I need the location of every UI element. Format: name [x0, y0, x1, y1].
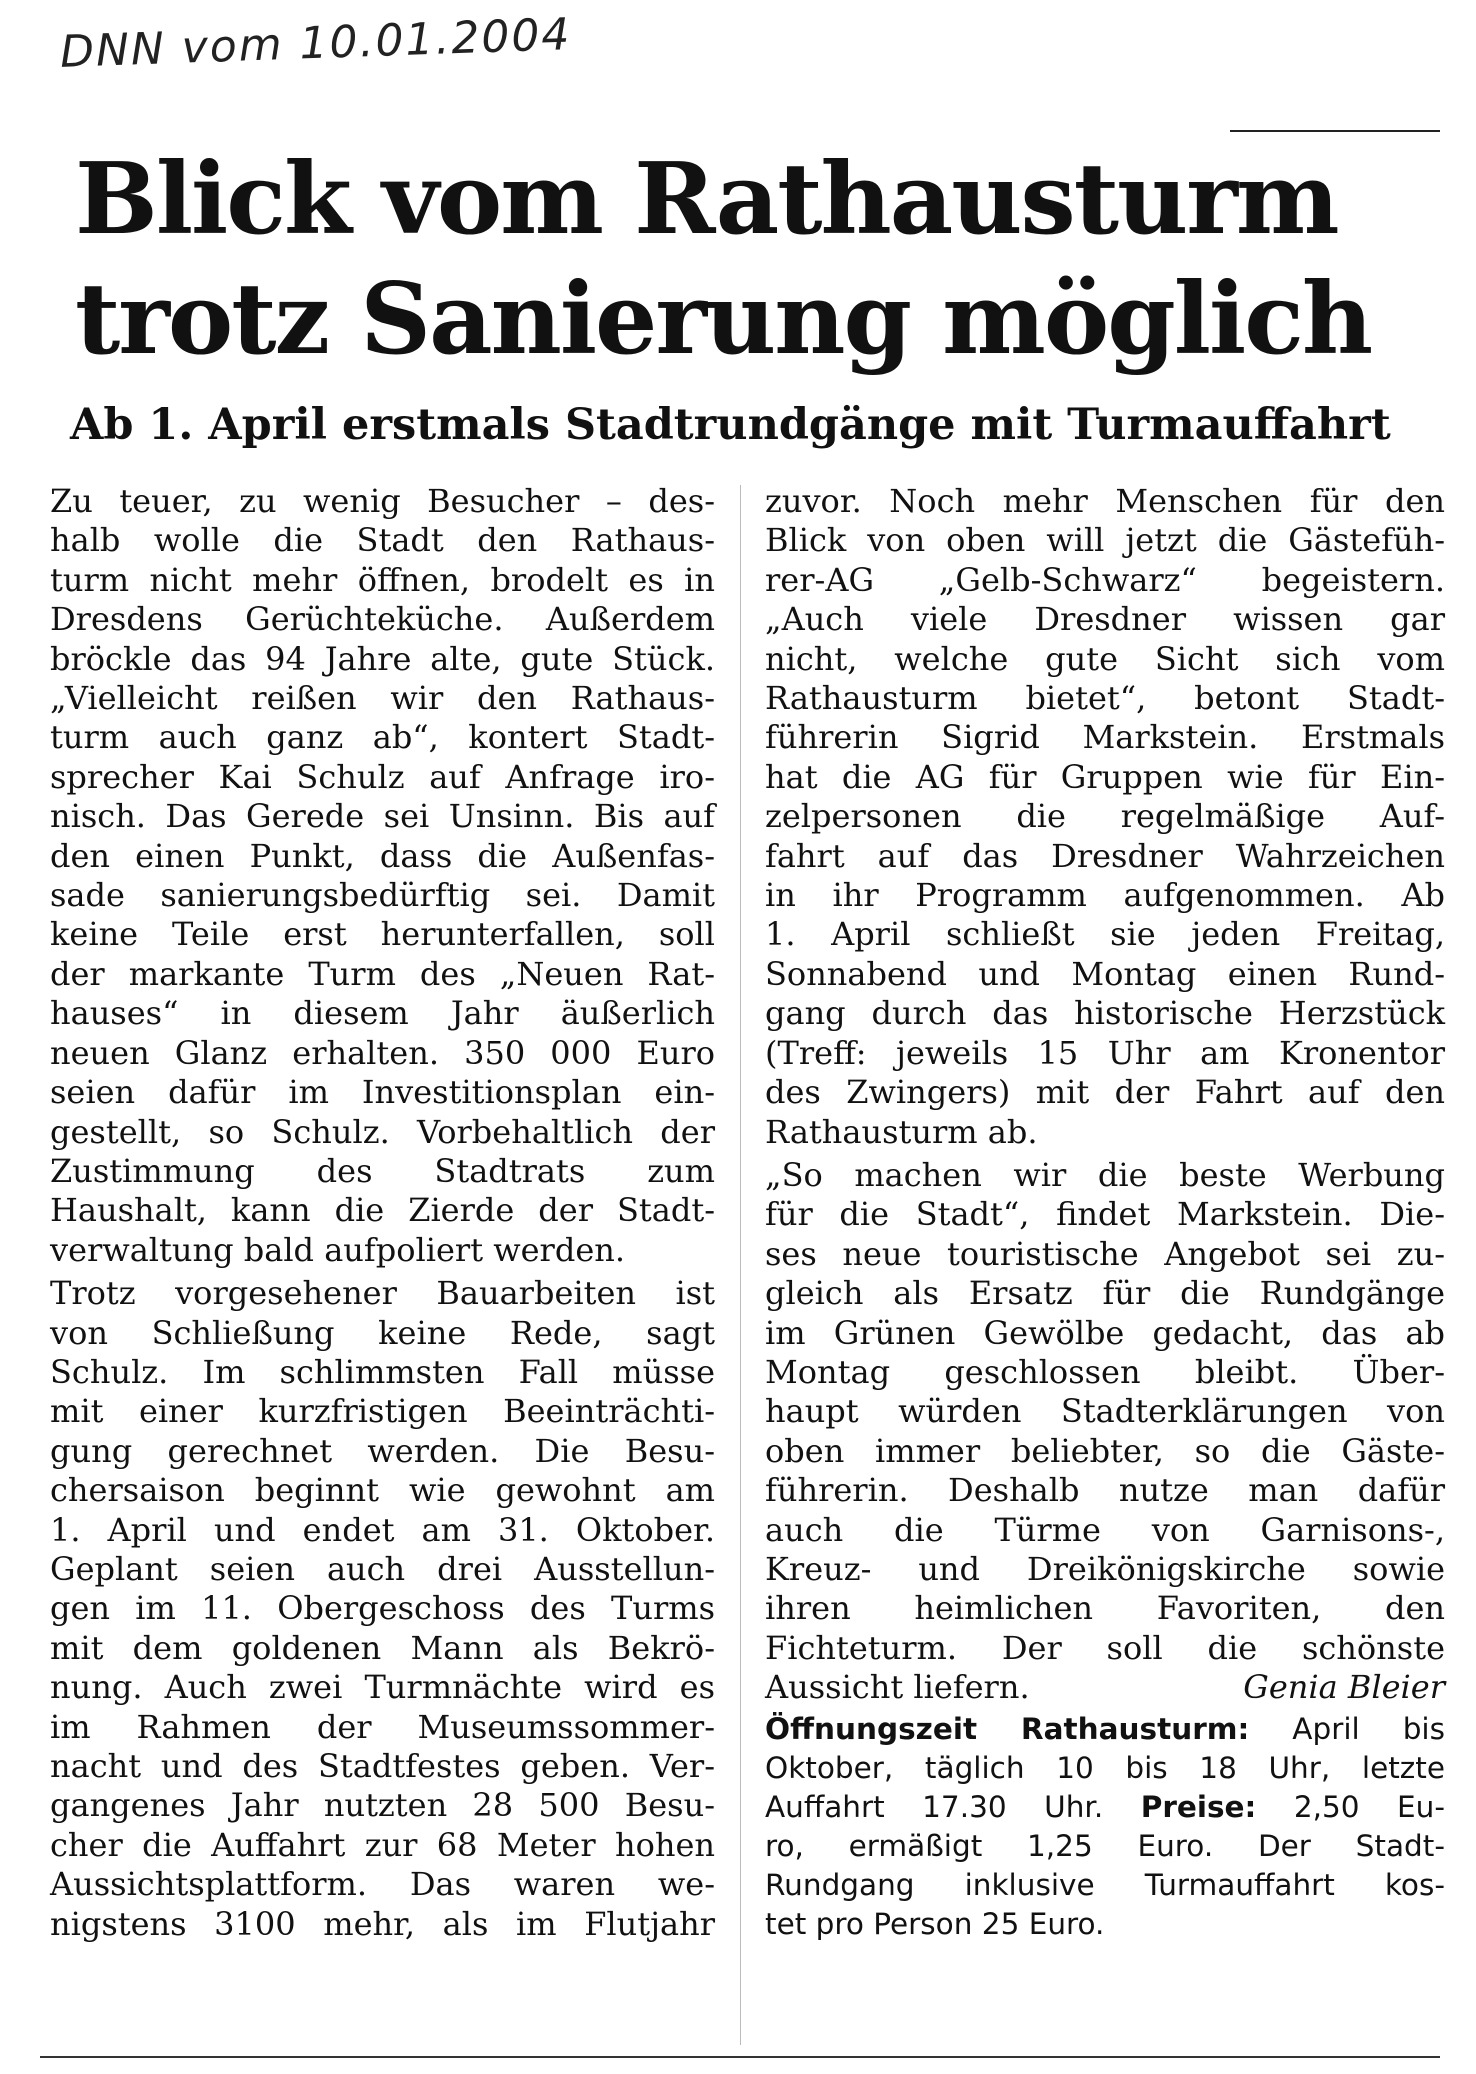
info-text: April bis	[1249, 1711, 1445, 1746]
text-line: „Auch viele Dresdner wissen gar	[765, 600, 1445, 639]
text-line: Aussichtsplattform. Das waren we-	[50, 1865, 715, 1904]
text-line: gleich als Ersatz für die Rundgänge	[765, 1274, 1445, 1313]
right-paragraph-2	[765, 1156, 1445, 1668]
text-line: turm nicht mehr öffnen, brodelt es in	[50, 560, 715, 599]
text-line: mit dem goldenen Mann als Bekrö-	[50, 1628, 715, 1667]
text-line: „Vielleicht reißen wir den Rathaus-	[50, 679, 715, 718]
info-text: Auffahrt 17.30 Uhr.	[765, 1789, 1141, 1824]
text-line: im Rahmen der Museumssommer-	[50, 1707, 715, 1746]
text-line: für die Stadt“, findet Markstein. Die-	[765, 1195, 1445, 1234]
text-line: 1. April schließt sie jeden Freitag,	[765, 915, 1445, 954]
text-line: zelpersonen die regelmäßige Auf-	[765, 797, 1445, 836]
text-line: cher die Auffahrt zur 68 Meter hohen	[50, 1825, 715, 1864]
text-line: den einen Punkt, dass die Außenfas-	[50, 836, 715, 875]
text-line: halb wolle die Stadt den Rathaus-	[50, 521, 715, 560]
handwritten-source-note: DNN vom 10.01.2004	[59, 9, 573, 78]
text-line: hauses“ in diesem Jahr äußerlich	[50, 994, 715, 1033]
text-line: Rathausturm ab.	[765, 1112, 1038, 1151]
column-divider	[740, 485, 741, 2045]
text-line: hat die AG für Gruppen wie für Ein-	[765, 757, 1445, 796]
text-line: rer-AG „Gelb-Schwarz“ begeistern.	[765, 560, 1445, 599]
info-text: 2,50 Eu-	[1256, 1789, 1446, 1824]
info-line: Oktober, täglich 10 bis 18 Uhr, letzte	[765, 1750, 1445, 1785]
text-line: gestellt, so Schulz. Vorbehaltlich der	[50, 1112, 715, 1151]
bottom-rule	[40, 2056, 1440, 2058]
text-line: sade sanierungsbedürftig sei. Damit	[50, 876, 715, 915]
text-line: fahrt auf das Dresdner Wahrzeichen	[765, 836, 1445, 875]
text-line: von Schließung keine Rede, sagt	[50, 1313, 715, 1352]
text-line: führerin Sigrid Markstein. Erstmals	[765, 718, 1445, 757]
info-line	[765, 1788, 1445, 1827]
byline-row	[765, 1668, 1445, 1707]
info-line	[765, 1710, 1445, 1749]
text-line: gung gerechnet werden. Die Besu-	[50, 1431, 715, 1470]
text-line: turm auch ganz ab“, kontert Stadt-	[50, 718, 715, 757]
text-line: in ihr Programm aufgenommen. Ab	[765, 876, 1445, 915]
left-paragraph-1	[50, 482, 715, 1270]
text-line: gangenes Jahr nutzten 28 500 Besu-	[50, 1786, 715, 1825]
info-label-opening-hours: Öffnungszeit Rathausturm:	[765, 1711, 1250, 1746]
text-line: 1. April und endet am 31. Oktober.	[50, 1510, 715, 1549]
text-line: „So machen wir die beste Werbung	[765, 1155, 1445, 1194]
text-line: Haushalt, kann die Zierde der Stadt-	[50, 1191, 715, 1230]
text-line: Blick von oben will jetzt die Gästefüh-	[765, 521, 1445, 560]
left-column	[50, 482, 715, 1944]
info-line: tet pro Person 25 Euro.	[765, 1906, 1105, 1941]
text-line: Zustimmung des Stadtrats zum	[50, 1151, 715, 1190]
text-line: Rathausturm bietet“, betont Stadt-	[765, 679, 1445, 718]
text-line: nacht und des Stadtfestes geben. Ver-	[50, 1747, 715, 1785]
text-line: (Treff: jeweils 15 Uhr am Kronentor	[765, 1033, 1445, 1072]
left-paragraph-2	[50, 1274, 715, 1944]
headline-line-1: Blick vom Rathausturm	[75, 142, 1338, 257]
text-line: oben immer beliebter, so die Gäste-	[765, 1431, 1445, 1470]
text-line: im Grünen Gewölbe gedacht, das ab	[765, 1313, 1445, 1352]
info-line: Rundgang inklusive Turmauffahrt kos-	[765, 1867, 1445, 1902]
text-line: gen im 11. Obergeschoss des Turms	[50, 1589, 715, 1628]
headline-line-2: trotz Sanierung möglich	[75, 262, 1372, 377]
text-line: Trotz vorgesehener Bauarbeiten ist	[50, 1274, 715, 1313]
text-line: sprecher Kai Schulz auf Anfrage iro-	[50, 757, 715, 796]
text-line: nigstens 3100 mehr, als im Flutjahr	[50, 1904, 715, 1943]
text-line: Dresdens Gerüchteküche. Außerdem	[50, 600, 715, 639]
text-line: verwaltung bald aufpoliert werden.	[50, 1230, 626, 1269]
text-line: nicht, welche gute Sicht sich vom	[765, 639, 1445, 678]
text-line: Zu teuer, zu wenig Besucher – des-	[50, 482, 715, 520]
text-line: keine Teile erst herunterfallen, soll	[50, 915, 715, 954]
author: Genia Bleier	[1243, 1668, 1445, 1707]
text-line: ses neue touristische Angebot sei zu-	[765, 1234, 1445, 1273]
subheadline: Ab 1. April erstmals Stadtrundgänge mit Turmauffahrt	[70, 400, 1391, 450]
text-line: ihren heimlichen Favoriten, den	[765, 1589, 1445, 1628]
headline	[75, 140, 1395, 380]
right-column	[765, 482, 1445, 1944]
text-line: Kreuz- und Dreikönigskirche sowie	[765, 1549, 1445, 1588]
text-line: seien dafür im Investitionsplan ein-	[50, 1073, 715, 1112]
text-line: der markante Turm des „Neuen Rat-	[50, 954, 715, 993]
text-line: bröckle das 94 Jahre alte, gute Stück.	[50, 639, 715, 678]
info-box	[765, 1710, 1445, 1944]
text-line: Montag geschlossen bleibt. Über-	[765, 1352, 1445, 1391]
text-line: auch die Türme von Garnisons-,	[765, 1510, 1445, 1549]
text-line: neuen Glanz erhalten. 350 000 Euro	[50, 1033, 715, 1072]
text-line: mit einer kurzfristigen Beeinträchti-	[50, 1392, 715, 1431]
info-line: ro, ermäßigt 1,25 Euro. Der Stadt-	[765, 1828, 1445, 1863]
scan-mark	[1230, 130, 1440, 132]
last-line: Aussicht liefern.	[765, 1668, 1030, 1707]
text-line: nung. Auch zwei Turmnächte wird es	[50, 1668, 715, 1707]
text-line: Sonnabend und Montag einen Rund-	[765, 954, 1445, 993]
text-line: Geplant seien auch drei Ausstellun-	[50, 1549, 715, 1588]
text-line: zuvor. Noch mehr Menschen für den	[765, 482, 1445, 520]
text-line: des Zwingers) mit der Fahrt auf den	[765, 1073, 1445, 1112]
text-line: haupt würden Stadterklärungen von	[765, 1392, 1445, 1431]
text-line: chersaison beginnt wie gewohnt am	[50, 1471, 715, 1510]
text-line: Fichteturm. Der soll die schönste	[765, 1628, 1445, 1667]
text-line: führerin. Deshalb nutze man dafür	[765, 1471, 1445, 1510]
right-paragraph-1	[765, 482, 1445, 1152]
text-line: Schulz. Im schlimmsten Fall müsse	[50, 1352, 715, 1391]
text-line: gang durch das historische Herzstück	[765, 994, 1445, 1033]
text-line: nisch. Das Gerede sei Unsinn. Bis auf	[50, 797, 715, 836]
info-label-prices: Preise:	[1140, 1789, 1257, 1824]
